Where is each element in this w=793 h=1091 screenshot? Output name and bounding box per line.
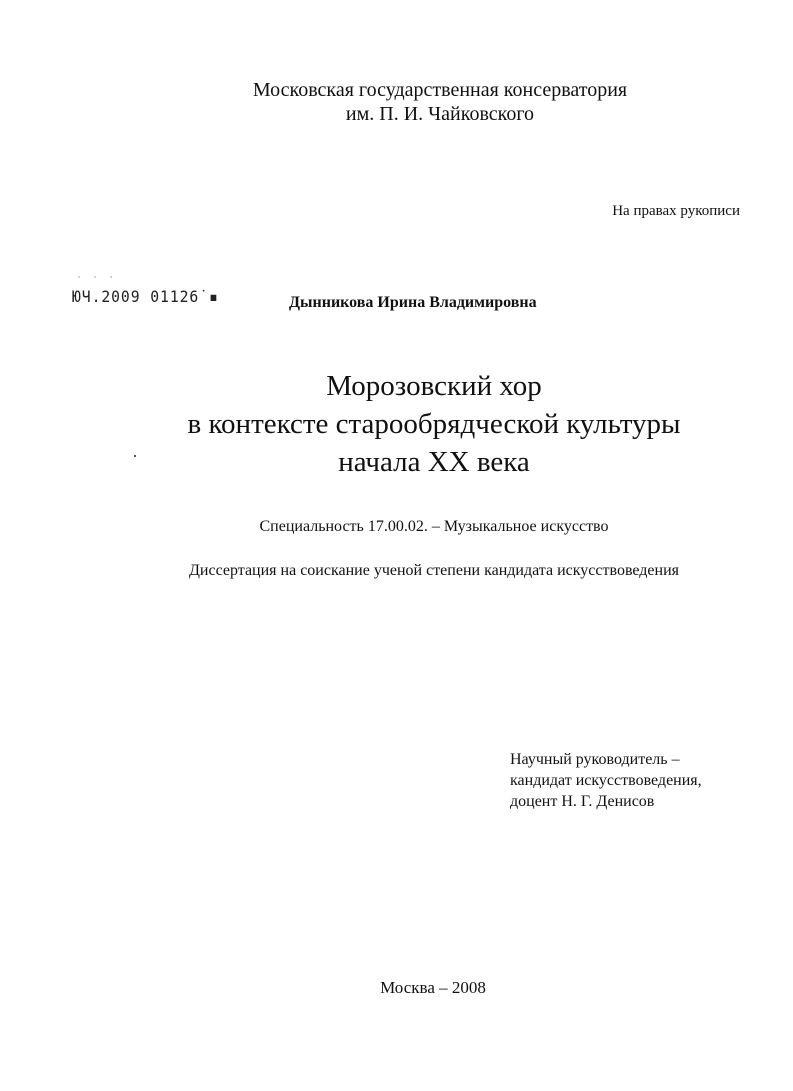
rights-note: На правах рукописи <box>612 203 740 219</box>
archive-stamp-number: ЮЧ.2009 01126˙▪ <box>72 287 219 306</box>
dissertation-title <box>0 367 793 481</box>
scientific-advisor <box>510 749 702 812</box>
city-year: Москва – 2008 <box>380 978 486 997</box>
institution-header <box>0 78 793 126</box>
title-line-2: в контексте старообрядческой культуры <box>187 408 681 440</box>
scan-speck <box>134 455 136 457</box>
title-line-1: Морозовский хор <box>326 370 542 402</box>
advisor-line-2: кандидат искусствоведения, <box>510 772 702 789</box>
specialty-line: Специальность 17.00.02. – Музыкальное искусство <box>259 518 609 535</box>
title-line-3: начала XX века <box>338 446 530 478</box>
author-name: Дынникова Ирина Владимировна <box>289 294 537 311</box>
advisor-line-1: Научный руководитель – <box>510 751 680 768</box>
institution-name: Московская государственная консерватория <box>252 79 628 101</box>
advisor-line-3: доцент Н. Г. Денисов <box>510 793 655 810</box>
institution-dedication: им. П. И. Чайковского <box>345 103 535 125</box>
dissertation-degree-line: Диссертация на соискание ученой степени кандидата искусствоведения <box>188 562 680 579</box>
stamp-marks: ˙ ˙ ˙ <box>76 276 117 287</box>
